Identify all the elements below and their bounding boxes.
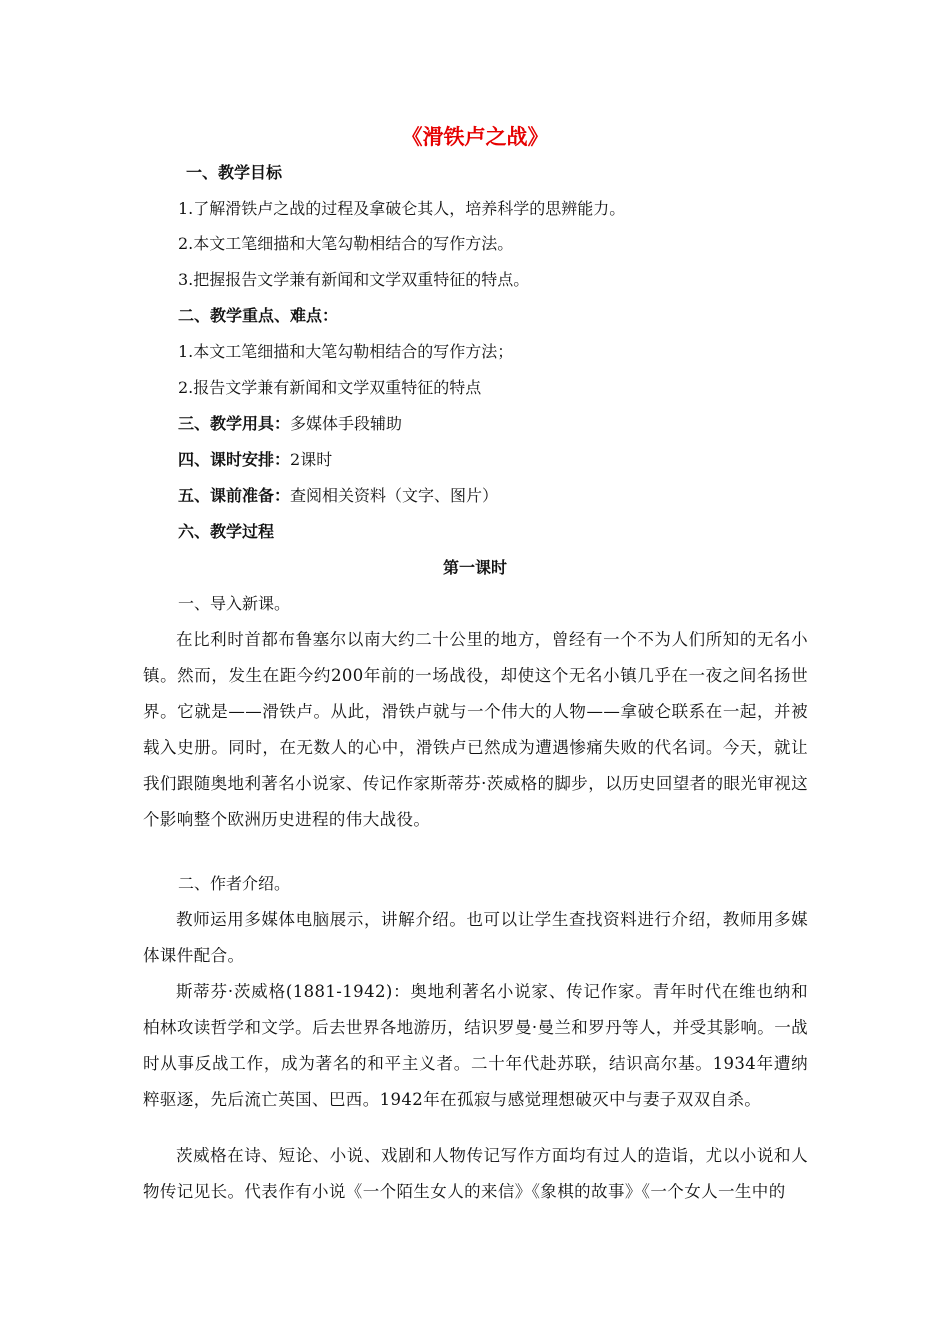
section-value-tools: 多媒体手段辅助 — [290, 414, 403, 433]
section-label-preparation: 五、课前准备： — [178, 486, 291, 505]
section-heading-process: 六、教学过程 — [178, 522, 275, 541]
part-heading-author: 二、作者介绍。 — [178, 874, 291, 893]
paragraph-intro: 在比利时首都布鲁塞尔以南大约二十公里的地方，曾经有一个不为人们所知的无名小镇。然而，发生在距今约200年前的一场战役，却使这个无名小镇几乎在一夜之间名扬世界。它就是——滑铁卢。从此，滑铁卢就与一个伟大的人物——拿破仑联系在一起，并被载入史册。同时，在无数人的心中，滑铁卢已然成为遭遇惨痛失败的代名词。今天，就让我们跟随奥地利著名小说家、传记作家斯蒂芬·茨威格的脚步，以历史回望者的眼光审视这个影响整个欧洲历史进程的伟大战役。 — [143, 630, 808, 829]
key-point-1: 1.本文工笔细描和大笔勾勒相结合的写作方法； — [178, 342, 514, 361]
paragraph-author-bio: 斯蒂芬·茨威格(1881-1942)：奥地利著名小说家、传记作家。青年时代在维也纳和柏林攻读哲学和文学。后去世界各地游历，结识罗曼·曼兰和罗丹等人，并受其影响。一战时从事反战工作，成为著名的和平主义者。二十年代赴苏联，结识高尔基。1934年遭纳粹驱逐，先后流亡英国、巴西。1942年在孤寂与感觉理想破灭中与妻子双双自杀。 — [143, 982, 808, 1109]
part-heading-intro: 一、导入新课。 — [178, 594, 291, 613]
document-title: 《滑铁卢之战》 — [401, 124, 549, 149]
lesson-title: 第一课时 — [442, 558, 507, 577]
section-heading-goals: 一、教学目标 — [186, 163, 283, 182]
section-preparation — [178, 485, 498, 507]
section-label-tools: 三、教学用具： — [178, 414, 291, 433]
section-label-schedule: 四、课时安排： — [178, 450, 291, 469]
paragraph-author-works: 茨威格在诗、短论、小说、戏剧和人物传记写作方面均有过人的造诣，尤以小说和人物传记见长。代表作有小说《一个陌生女人的来信》《象棋的故事》《一个女人一生中的 — [143, 1146, 808, 1201]
section-value-preparation: 查阅相关资料（文字、图片） — [290, 486, 499, 505]
section-schedule — [178, 449, 332, 471]
section-value-schedule: 2课时 — [290, 450, 333, 469]
section-tools — [178, 413, 402, 435]
goal-item-2: 2.本文工笔细描和大笔勾勒相结合的写作方法。 — [178, 234, 514, 253]
paragraph-media: 教师运用多媒体电脑展示，讲解介绍。也可以让学生查找资料进行介绍，教师用多媒体课件配合。 — [143, 910, 808, 965]
key-point-2: 2.报告文学兼有新闻和文学双重特征的特点 — [178, 378, 482, 397]
section-heading-key-points: 二、教学重点、难点： — [178, 306, 339, 325]
goal-item-1: 1.了解滑铁卢之战的过程及拿破仑其人，培养科学的思辨能力。 — [178, 199, 626, 218]
goal-item-3: 3.把握报告文学兼有新闻和文学双重特征的特点。 — [178, 270, 530, 289]
